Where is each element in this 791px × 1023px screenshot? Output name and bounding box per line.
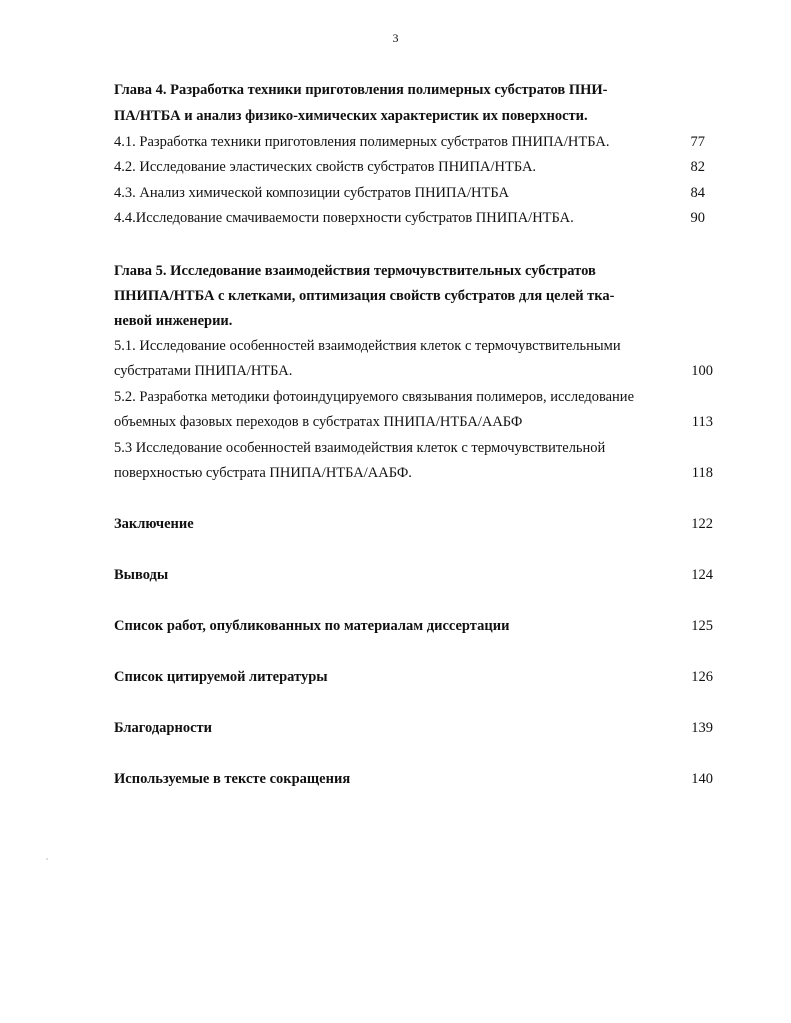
toc-page-5-3: 118	[691, 465, 713, 481]
toc-page-publications: 125	[691, 618, 713, 634]
toc-entry-5-3-line-1: 5.3 Исследование особенностей взаимодействия клеток с термочувствительной	[114, 440, 606, 456]
toc-entry-4-4: 4.4.Исследование смачиваемости поверхности субстратов ПНИПА/НТБА.	[114, 210, 574, 226]
toc-entry-5-3-line-2: поверхностью субстрата ПНИПА/НТБА/ААБФ.	[114, 465, 412, 481]
toc-page-4-1: 77	[690, 134, 705, 150]
page-number: 3	[392, 31, 399, 45]
toc-entry-5-1-line-2: субстратами ПНИПА/НТБА.	[114, 363, 293, 379]
chapter-4-title-line-1: Глава 4. Разработка техники приготовления полимерных субстратов ПНИ-	[114, 82, 608, 98]
toc-page-conclusion: 122	[691, 516, 713, 532]
toc-page-4-2: 82	[690, 159, 705, 175]
scan-artifact	[46, 858, 48, 860]
toc-entry-5-2-line-1: 5.2. Разработка методики фотоиндуцируемого связывания полимеров, исследование	[114, 389, 635, 405]
toc-entry-4-1: 4.1. Разработка техники приготовления полимерных субстратов ПНИПА/НТБА.	[114, 134, 610, 150]
toc-entry-5-2-line-2: объемных фазовых переходов в субстратах ПНИПА/НТБА/ААБФ	[114, 414, 523, 430]
toc-page-5-1: 100	[691, 363, 713, 379]
toc-conclusion: Заключение	[114, 516, 194, 532]
toc-page-acknowledgements: 139	[691, 720, 713, 736]
toc-page-5-2: 113	[691, 414, 713, 430]
chapter-5-title-line-2: ПНИПА/НТБА с клетками, оптимизация свойств субстратов для целей тка-	[114, 288, 615, 304]
toc-publications: Список работ, опубликованных по материалам диссертации	[114, 618, 510, 634]
toc-entry-4-2: 4.2. Исследование эластических свойств субстратов ПНИПА/НТБА.	[114, 159, 537, 175]
toc-entry-5-1-line-1: 5.1. Исследование особенностей взаимодействия клеток с термочувствительными	[114, 338, 621, 354]
toc-findings: Выводы	[114, 567, 169, 583]
chapter-4-title-line-2: ПА/НТБА и анализ физико-химических характеристик их поверхности.	[114, 108, 588, 124]
toc-page-4-3: 84	[690, 185, 705, 201]
toc-abbreviations: Используемые в тексте сокращения	[114, 771, 351, 787]
toc-page-references: 126	[691, 669, 713, 685]
toc-references: Список цитируемой литературы	[114, 669, 328, 685]
toc-entry-4-3: 4.3. Анализ химической композиции субстратов ПНИПА/НТБА	[114, 185, 509, 201]
toc-page-abbreviations: 140	[691, 771, 713, 787]
toc-page-findings: 124	[691, 567, 713, 583]
toc-acknowledgements: Благодарности	[114, 720, 213, 736]
chapter-5-title-line-1: Глава 5. Исследование взаимодействия термочувствительных субстратов	[114, 263, 596, 279]
toc-page-4-4: 90	[690, 210, 705, 226]
chapter-5-title-line-3: невой инженерии.	[114, 313, 233, 329]
